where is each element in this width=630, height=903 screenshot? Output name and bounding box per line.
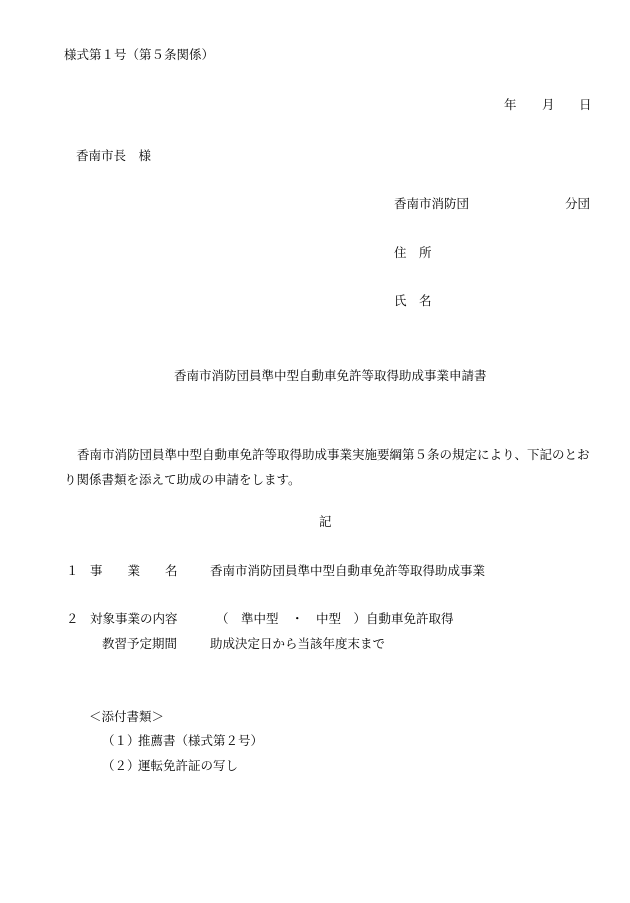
document-title: 香南市消防団員準中型自動車免許等取得助成事業申請書	[174, 368, 487, 383]
body-paragraph: 香南市消防団員準中型自動車免許等取得助成事業実施要綱第５条の規定により、下記のとおり関係書類を添えて助成の申請をします。	[64, 447, 590, 487]
attachments-heading: ＜添付書類＞	[89, 709, 165, 724]
date-year: 年	[504, 97, 517, 112]
item-value: 香南市消防団員準中型自動車免許等取得助成事業	[210, 563, 486, 578]
item-label: 事 業 名	[90, 563, 178, 578]
applicant-name-label: 氏 名	[394, 293, 432, 308]
date-day: 日	[579, 97, 592, 112]
item-value: （ 準中型 ・ 中型 ）自動車免許取得	[216, 611, 454, 626]
attachment-number: （１）	[102, 733, 140, 748]
period-label: 教習予定期間	[102, 636, 178, 651]
item-label: 対象事業の内容	[90, 611, 178, 626]
attachment-text: 運転免許証の写し	[138, 758, 239, 773]
attachment-text: 推薦書（様式第２号）	[138, 733, 264, 748]
attachment-number: （２）	[102, 758, 140, 773]
item-number: ２	[66, 611, 79, 626]
date-month: 月	[542, 97, 555, 112]
ki-heading: 記	[319, 514, 332, 529]
applicant-org: 香南市消防団	[394, 196, 470, 211]
form-label: 様式第１号（第５条関係）	[64, 47, 215, 62]
addressee: 香南市長 様	[76, 148, 152, 163]
applicant-address-label: 住 所	[394, 245, 432, 260]
item-number: １	[66, 563, 79, 578]
applicant-branch: 分団	[565, 196, 591, 211]
period-value: 助成決定日から当該年度末まで	[210, 636, 386, 651]
